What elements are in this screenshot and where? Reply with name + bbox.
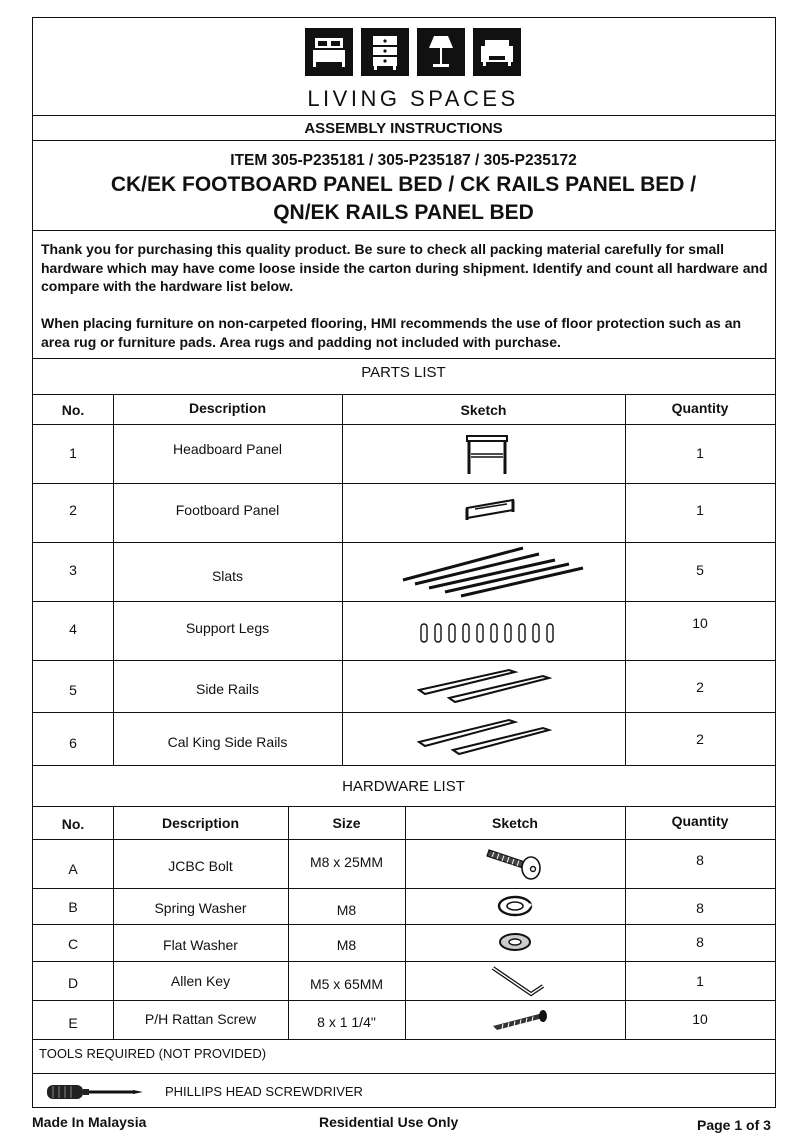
part-description: Side Rails [195,681,260,697]
part-no: 3 [69,562,77,578]
divider [33,140,775,141]
cal-king-rails-sketch [417,716,553,756]
slats-sketch [401,544,587,600]
hardware-description: P/H Rattan Screw [144,1011,257,1027]
part-description: Support Legs [185,620,270,636]
product-title-line1: CK/EK FOOTBOARD PANEL BED / CK RAILS PANEL BED / [110,173,697,196]
part-description: Footboard Panel [175,502,280,518]
hardware-size: M8 x 25MM [309,854,384,870]
hardware-description: Flat Washer [163,937,238,953]
tools-required-title: TOOLS REQUIRED (NOT PROVIDED) [39,1046,267,1061]
hardware-description: Allen Key [170,973,231,989]
footboard-sketch [461,496,521,522]
tool-item: PHILLIPS HEAD SCREWDRIVER [165,1084,363,1099]
section-title: ASSEMBLY INSTRUCTIONS [304,120,503,137]
intro-paragraph: Thank you for purchasing this quality product. Be sure to check all packing material carefully for small hardware which may have come loose inside the carton during shipment. Identify and count all hardware and compare with the hardware list below. [41,241,768,294]
hardware-list-title: HARDWARE LIST [342,778,465,795]
part-description: Cal King Side Rails [167,734,288,750]
living-spaces-logo [305,28,521,110]
brand-name: LIVING SPACES [307,86,519,111]
screwdriver-icon [45,1080,145,1104]
floor-protection-note: When placing furniture on non-carpeted flooring, HMI recommends the use of floor protection such as an area rug or furniture pads. Area rugs and padding not included with purchase. [41,315,742,350]
part-quantity: 1 [696,445,704,461]
bolt-sketch [485,844,547,882]
support-legs-sketch [417,618,563,646]
allen-key-sketch [489,964,547,1000]
hardware-size: M8 [336,937,357,953]
armchair-icon [473,28,521,76]
parts-header-quantity: Quantity [671,400,729,416]
part-no: 2 [69,502,77,518]
hardware-quantity: 8 [696,852,704,868]
product-title-line2: QN/EK RAILS PANEL BED [273,201,534,224]
hardware-header-quantity: Quantity [671,813,729,829]
hardware-header-sketch: Sketch [492,815,538,831]
divider [33,115,775,116]
part-no: 5 [69,682,77,698]
part-quantity: 2 [696,731,704,747]
part-description: Slats [211,568,244,584]
hardware-size: 8 x 1 1/4" [317,1014,376,1030]
lamp-icon [417,28,465,76]
spring-washer-sketch [495,892,535,920]
item-numbers: ITEM 305-P235181 / 305-P235187 / 305-P235172 [230,152,577,169]
dresser-icon [361,28,409,76]
part-quantity: 1 [696,502,704,518]
part-no: 4 [69,621,77,637]
hardware-no: C [67,936,79,952]
divider [33,230,775,231]
country-of-origin: Made In Malaysia [32,1114,147,1130]
side-rails-sketch [417,666,553,704]
part-quantity: 2 [696,679,704,695]
part-no: 6 [69,735,77,751]
hardware-size: M8 [336,902,357,918]
flat-washer-sketch [497,930,533,954]
usage-note: Residential Use Only [319,1114,459,1130]
hardware-quantity: 8 [696,934,704,950]
part-quantity: 5 [696,562,704,578]
hardware-quantity: 10 [692,1011,708,1027]
hardware-size: M5 x 65MM [309,976,384,992]
hardware-no: B [68,899,78,915]
hardware-description: Spring Washer [154,900,247,916]
hardware-no: D [67,975,79,991]
parts-header-no: No. [61,402,85,418]
parts-header-sketch: Sketch [460,402,507,418]
hardware-no: E [68,1015,78,1031]
hardware-quantity: 1 [696,973,704,989]
part-no: 1 [69,445,77,461]
headboard-sketch [461,434,513,478]
hardware-no: A [68,861,78,877]
hardware-header-no: No. [61,816,85,832]
hardware-quantity: 8 [696,900,704,916]
hardware-header-description: Description [161,815,239,831]
part-quantity: 10 [692,615,708,631]
parts-list-title: PARTS LIST [361,364,446,381]
hardware-description: JCBC Bolt [168,858,233,874]
screw-sketch [489,1008,551,1032]
page-number: Page 1 of 3 [697,1117,771,1133]
hardware-header-size: Size [332,815,361,831]
part-description: Headboard Panel [173,441,282,457]
instruction-sheet [32,17,776,1108]
parts-header-description: Description [188,400,266,416]
bed-icon [305,28,353,76]
